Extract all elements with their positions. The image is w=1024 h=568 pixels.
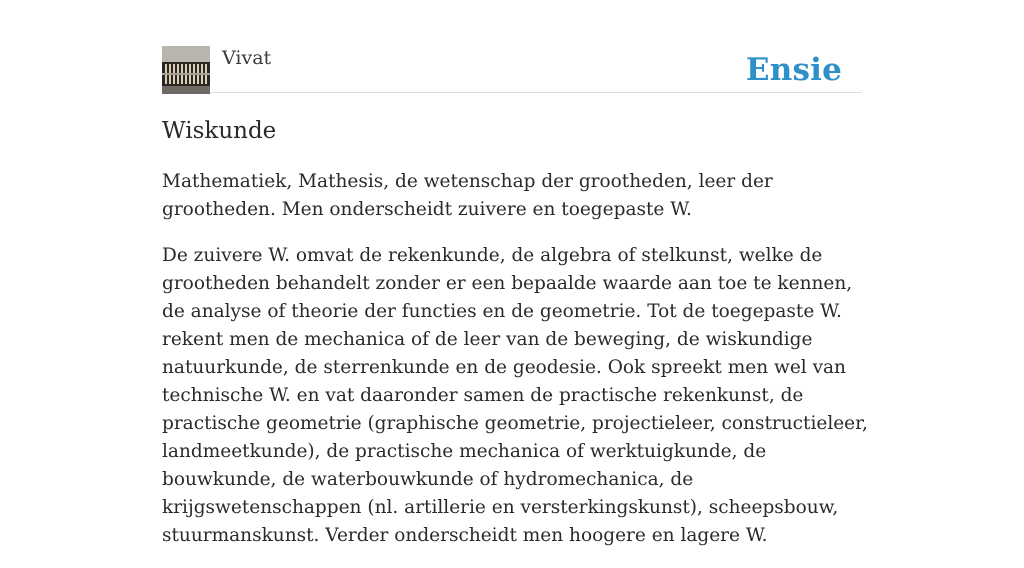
ensie-logo[interactable]: Ensie [745,52,842,88]
source-header [162,46,862,93]
article-paragraph: Mathematiek, Mathesis, de wetenschap der grootheden, leer der grootheden. Men onderscheidt zuivere en toegepaste W. [162,171,773,220]
page-title: Wiskunde [162,118,277,144]
article-paragraph: De zuivere W. omvat de rekenkunde, de algebra of stelkunst, welke de grootheden behandelt zonder er een bepaalde waarde aan toe te kennen, de analyse of theorie der functies en de geometrie. Tot de toegepaste W. rekent men de mechanica of de leer van de beweging, de wiskundige natuurkunde, de sterrenkunde en de geodesie. Ook spreekt men wel van technische W. en vat daaronder samen de practische rekenkunst, de practische geometrie (graphische geometrie, projectieleer, constructieleer, landmeetkunde), de practische mechanica of werktuigkunde, de bouwkunde, de waterbouwkunde of hydromechanica, de krijgswetenschappen (nl. artillerie en versterkingskunst), scheepsbouw, stuurmanskunst. Verder onderscheidt men hoogere en lagere W. [162,245,868,546]
article-body [162,168,868,568]
source-name[interactable]: Vivat [222,47,272,69]
book-spines-avatar-icon[interactable] [162,46,210,94]
